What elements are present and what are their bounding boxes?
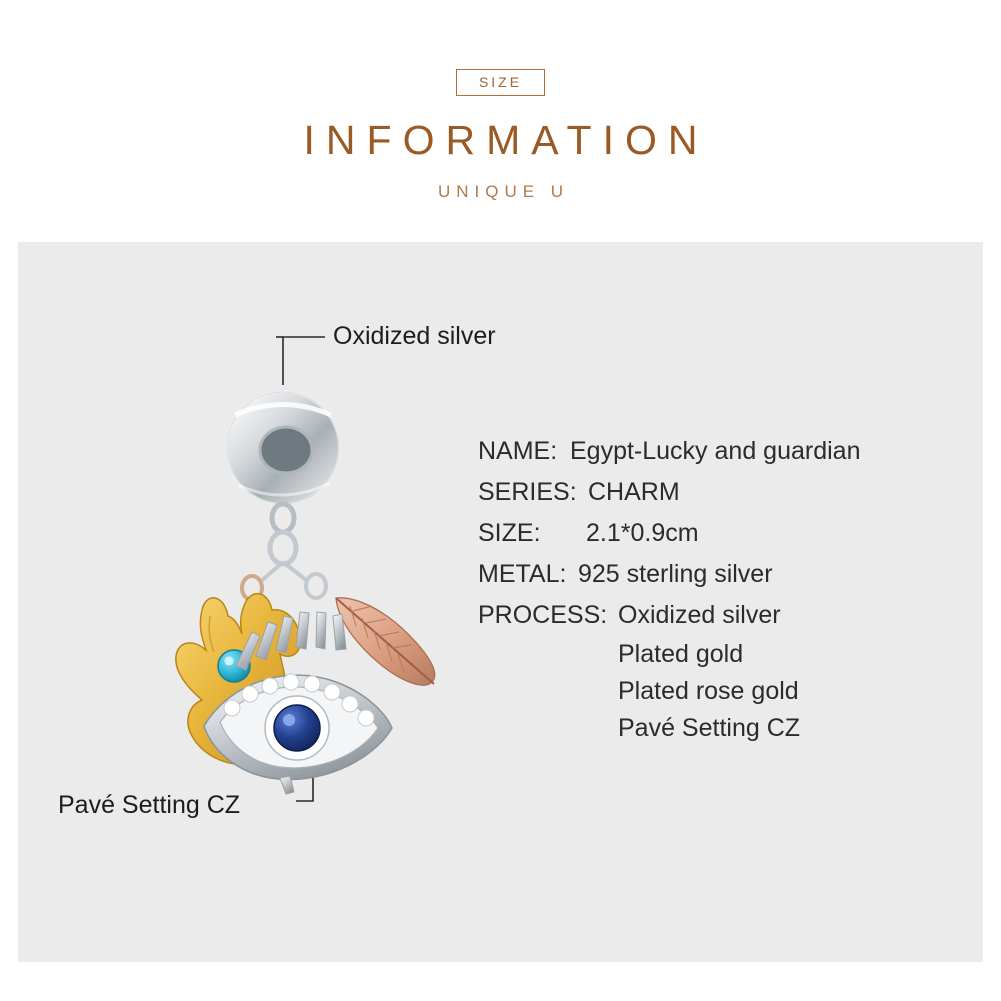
spec-row-series [478,478,988,507]
spec-value-process: Oxidized silver [618,601,781,629]
page-subtitle: UNIQUE U [437,182,570,201]
spec-value-size: 2.1*0.9cm [586,519,699,547]
spec-label-name: NAME: [478,437,558,465]
spec-value-series: CHARM [588,478,680,506]
spec-label-process: PROCESS: [478,601,608,629]
spec-label-size: SIZE: [478,519,541,547]
connector-links [242,504,326,600]
spec-label-metal: METAL: [478,560,567,588]
spec-label-series: SERIES: [478,478,577,506]
spec-value-name: Egypt-Lucky and guardian [570,437,861,465]
spec-list [478,437,988,753]
process-extra-1: Plated gold [618,640,744,668]
spec-row-metal [478,560,988,589]
callout-pave-setting: Pavé Setting CZ [58,791,241,819]
spec-row-name [478,437,988,466]
size-tag: SIZE [456,69,545,96]
feather-rose-gold [336,598,435,685]
bail-ring [227,392,339,504]
spec-value-metal: 925 sterling silver [578,560,773,588]
page-title: INFORMATION [303,117,709,163]
charm-illustration [140,370,480,800]
callout-oxidized-silver: Oxidized silver [333,322,496,350]
spec-row-process [478,601,988,630]
process-extra-3: Pavé Setting CZ [618,714,801,742]
process-extra-2: Plated rose gold [618,677,799,705]
spec-row-size [478,519,988,548]
